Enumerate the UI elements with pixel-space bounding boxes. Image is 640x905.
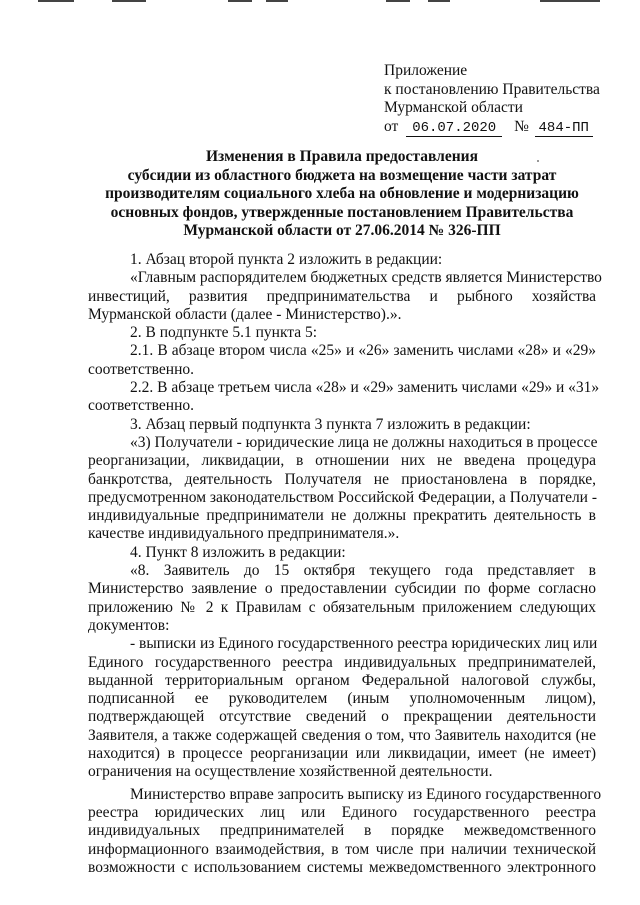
text-line: 2.2. В абзаце третьем числа «28» и «29» заменить числами «29» и «31» [130, 379, 600, 397]
number-prefix: № [514, 117, 529, 135]
text-line: находится) в процессе реорганизации или ликвидации, имеет (не имеет) [88, 745, 596, 763]
text-line: приложению № 2 к Правилам с обязательным приложением следующих [88, 598, 596, 616]
text-line: «Главным распорядителем бюджетных средств является Министерство [130, 269, 602, 287]
paragraph-8 [88, 544, 596, 562]
text-line: информационного взаимодействия, в том числе при наличии технической [88, 840, 596, 858]
document-body [88, 251, 602, 877]
text-line: Заявителя, а также содержащей сведения о том, что Заявитель находится (не [88, 726, 596, 744]
paragraph-2 [88, 269, 602, 324]
title-line-3: производителям социального хлеба на обновление и модернизацию [105, 185, 579, 203]
text-line: банкротства, деятельность Получателя не приостановлена в порядке, [88, 470, 596, 488]
text-line: Мурманской области (далее - Министерство).». [88, 305, 402, 323]
appendix-date-line [384, 118, 624, 137]
text-line: подписанной ее руководителем (иным уполномоченным лицом), [88, 690, 596, 708]
paragraph-3 [88, 324, 596, 342]
text-line: Единого государственного реестра индивидуальных предпринимателей, [88, 653, 596, 671]
appendix-label: Приложение [384, 62, 468, 79]
decree-date: 06.07.2020 [406, 121, 502, 137]
title-line-5: Мурманской области от 27.06.2014 № 326-ПП [183, 222, 501, 240]
paragraph-1 [88, 251, 596, 269]
text-line: соответственно. [88, 360, 194, 378]
title-line-2: субсидии из областного бюджета на возмещение части затрат [127, 166, 557, 184]
text-line: 2. В подпункте 5.1 пункта 5: [130, 324, 318, 342]
text-line: подтверждающей отсутствие сведений о прекращении деятельности [88, 708, 596, 726]
paragraph-6 [88, 416, 596, 434]
text-line: предусмотренном законодательством Российской Федерации, а Получатели - [88, 488, 598, 506]
text-line: индивидуальные предприниматели не должны прекратить деятельность в [88, 507, 596, 525]
scan-edge-marks [0, 0, 640, 3]
text-line: 2.1. В абзаце втором числа «25» и «26» заменить числами «28» и «29» [130, 342, 596, 360]
text-line: документов: [88, 616, 170, 634]
text-line: «3) Получатели - юридические лица не должны находиться в процессе [130, 433, 598, 451]
paragraph-11 [88, 785, 602, 877]
text-line: 3. Абзац первый подпункта 3 пункта 7 изложить в редакции: [130, 415, 531, 433]
text-line: Министерство заявление о предоставлении субсидии по форме согласно [88, 580, 596, 598]
document-title [92, 148, 592, 241]
text-line: возможности с использованием системы межведомственного электронного [88, 858, 596, 876]
text-line: реорганизации, ликвидации, в отношении них не введена процедура [88, 452, 596, 470]
text-line: реестра юридических лиц или Единого государственного реестра [88, 803, 596, 821]
text-line: выданной территориальным органом Федеральной налоговой службы, [88, 671, 596, 689]
text-line: 1. Абзац второй пункта 2 изложить в редакции: [130, 251, 443, 268]
date-prefix: от [384, 117, 399, 135]
text-line: «8. Заявитель до 15 октября текущего года представляет в [130, 562, 596, 580]
text-line: индивидуальных предпринимателей в порядке межведомственного [88, 822, 596, 840]
paragraph-9 [88, 562, 596, 635]
appendix-decree-line: к постановлению Правительства [384, 80, 600, 98]
appendix-region-line: Мурманской области [384, 99, 523, 116]
title-line-1: Изменения в Правила предоставления [206, 148, 478, 165]
paragraph-5 [88, 379, 600, 416]
text-line: - выписки из Единого государственного реестра юридических лиц или [130, 635, 598, 653]
paragraph-7 [88, 434, 596, 544]
paragraph-10 [88, 635, 596, 781]
appendix-header [384, 62, 624, 137]
decree-number: 484-ПП [535, 121, 593, 137]
text-line: инвестиций, развития предпринимательства и рыбного хозяйства [88, 287, 596, 305]
text-line: 4. Пункт 8 изложить в редакции: [130, 543, 346, 561]
title-line-4: основных фондов, утвержденные постановлением Правительства [110, 203, 574, 221]
text-line: Министерство вправе запросить выписку из Единого государственного [130, 785, 602, 803]
text-line: соответственно. [88, 397, 194, 415]
text-line: качестве индивидуального предпринимателя.». [88, 525, 400, 543]
text-line: ограничения на осуществление хозяйственной деятельности. [88, 763, 493, 781]
paragraph-4 [88, 342, 596, 379]
